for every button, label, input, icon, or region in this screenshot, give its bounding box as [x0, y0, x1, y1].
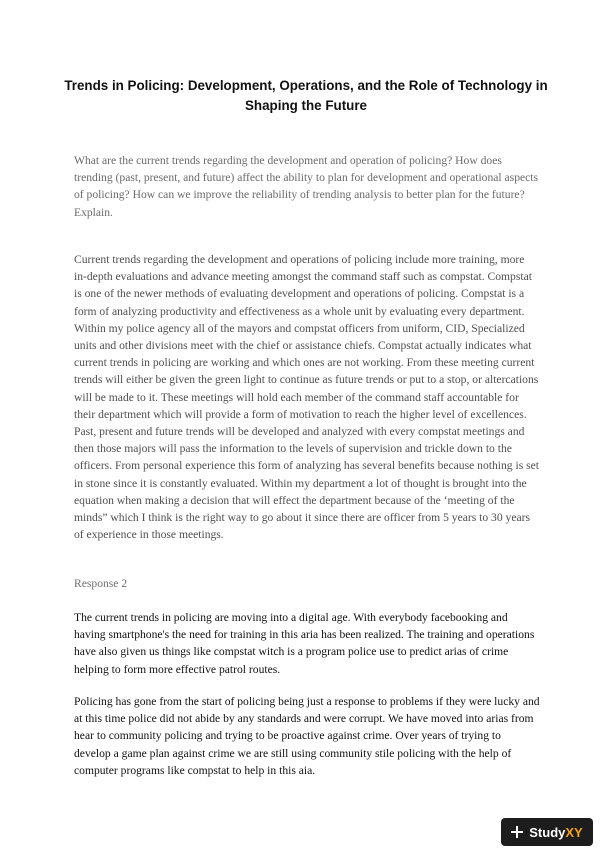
response-paragraph-2: Policing has gone from the start of policing being just a response to problems if they were lucky and at this time police did not abide by any standards and were corrupt. We have moved into arias from hear to community policing and trying to be proactive against crime. Over years of trying to develop a game plan against crime we are still using community stile policing with the help of computer programs like compstat to help in this aia. [74, 695, 540, 777]
response-paragraph-1: The current trends in policing are moving into a digital age. With everybody facebooking and having smartphone's the need for training in this aria has been realized. The training and operations have also given us things like compstat witch is a program police use to predict arias of crime helping to form more effective patrol routes. [74, 611, 535, 676]
logo-text-accent: XY [565, 824, 583, 840]
response-heading: Response 2 [74, 577, 128, 590]
answer-paragraph: Current trends regarding the development and operations of policing include more training, more in-depth evaluations and advance meeting amongst the command staff such as compstat. Compstat is one of the newer methods of evaluating development and operations of policing. Compstat is a form of analyzing productivity and effectiveness as a whole unit by evaluating every department. Within my police agency all of the mayors and compstat officers from uniform, CID, Specialized units and other divisions meet with the chief or assistance chiefs. Compstat actually indicates what current trends in policing are working and which ones are not working. From these meeting current trends will either be given the green light to continue as future trends or put to a stop, or altercations will be made to it. These meetings will hold each member of the command staff accountable for their department which will provide a form of motivation to reach the higher level of excellences. Past, present and future trends will be developed and analyzed with every compstat meetings and then those majors will pass the information to the levels of supervision and trickle down to the officers. From personal experience this form of analyzing has several benefits because nothing is set in stone since it is constantly evaluated. Within my department a lot of thought is brought into the equation when making a decision that will effect the department because of the ‘meeting of the minds” which I think is the right way to go about it since there are officer from 5 years to 30 years of experience in those meetings. [74, 253, 539, 542]
document-title: Trends in Policing: Development, Operations, and the Role of Technology in Shaping the Future [64, 78, 548, 113]
question-paragraph: What are the current trends regarding the development and operation of policing? How does trending (past, present, and future) affect the ability to plan for development and operational aspects of policing? How can we improve the reliability of trending analysis to better plan for the future? Explain. [74, 154, 539, 219]
plus-icon [511, 826, 523, 838]
logo-text-main: Study [529, 824, 566, 840]
studyxy-logo [501, 818, 593, 846]
